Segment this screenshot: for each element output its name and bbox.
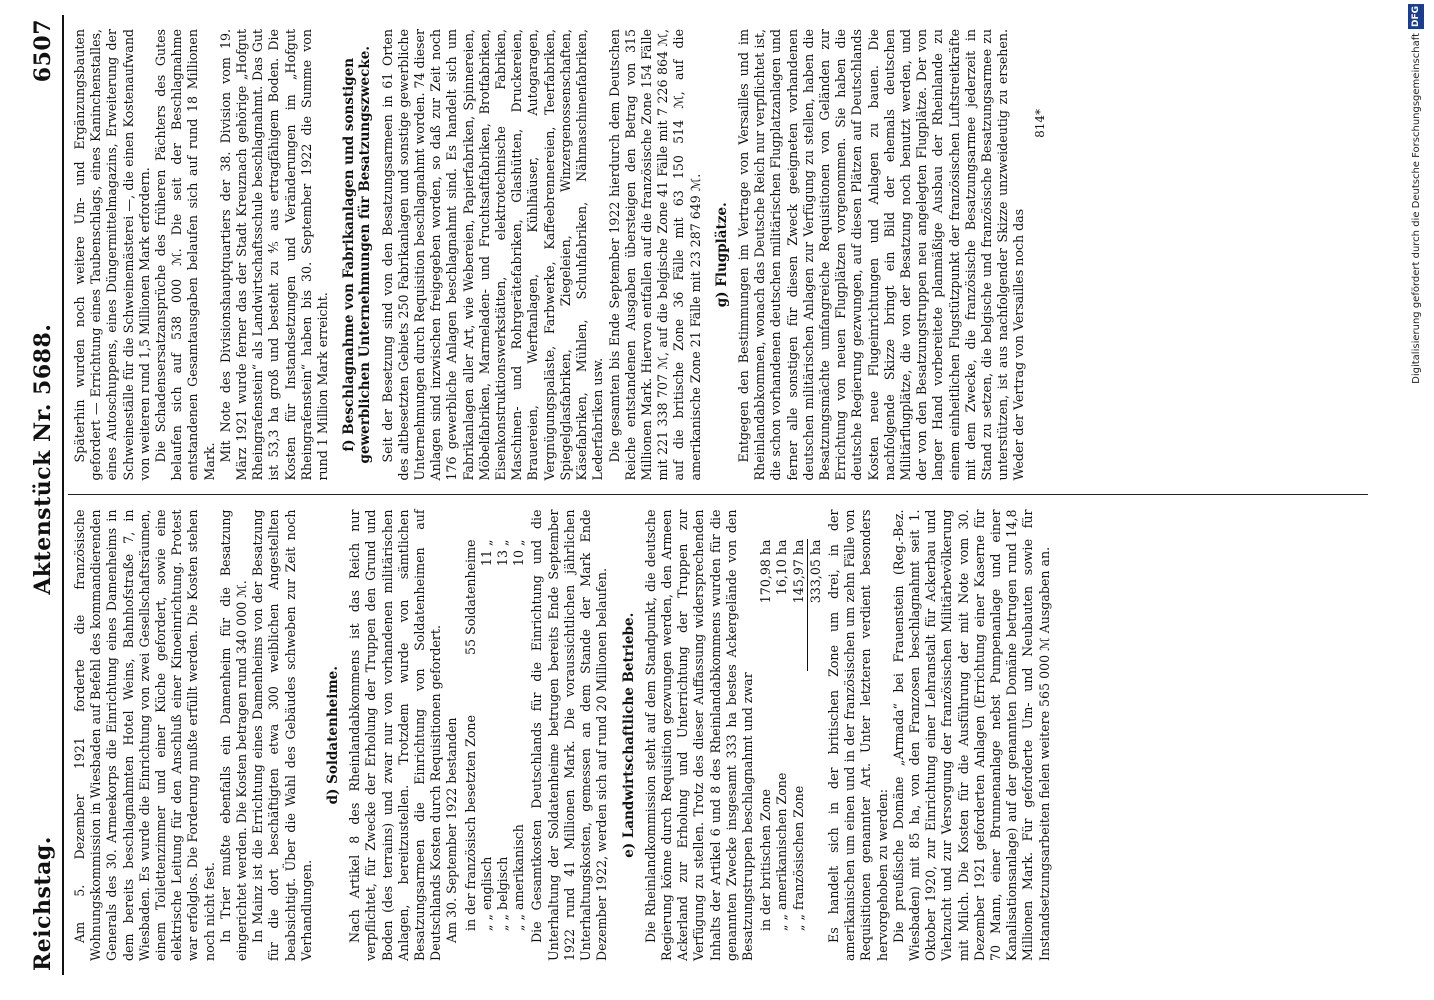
digitization-credit [1404,4,1428,994]
paragraph: Die gesamten bis Ende September 1922 hierdurch dem Deutschen Reiche entstandenen Ausgaben übersteigen den Betrag von 315 Millionen Mark. Hiervon entfallen auf die französische Zone 154 Fälle mit 221 338 707 ℳ, auf die belgische Zone 41 Fälle mit 7 226 864 ℳ, auf die britische Zone 36 Fälle mit 63 150 514 ℳ, auf die amerikanische Zone 21 Fälle mit 23 287 649 ℳ. [606,29,703,481]
section-heading-f: f) Beschlagnahme von Fabrikanlagen und sonstigen gewerblichen Unternehmungen für Besatzungszwecke. [341,46,374,464]
left-column [68,495,1368,976]
paragraph: Die preußische Domäne „Armada“ bei Frauenstein (Reg.-Bez. Wiesbaden) mit 85 ha, von den Franzosen beschlagnahmt seit 1. Oktober 1920, zur Einrichtung einer Lehranstalt für Ackerbau und Viehzucht und zur Versorgung der französischen Militärbevölkerung mit Milch. Die Kosten für die Ausführung der mit Note vom 30. Dezember 1921 geforderten Anlagen (Errichtung einer Kaserne für 70 Mann, einer Brunnenanlage nebst Pumpenanlage und einer Kanalisationsanlage) auf der genannten Domäne betrugen rund 14,8 Millionen Mark. Für geforderte Um- und Neubauten sowie für Instandsetzungsarbeiten fielen weitere 565 000 ℳ Ausgaben an. [890,509,1052,961]
paragraph: Die Schadensersatzansprüche des früheren Pächters des Gutes belaufen sich auf 538 000 ℳ. Die seit der Beschlagnahme entstandenen Gesamtausgaben belaufen sich auf rund 18 Millionen Mark. [153,29,217,481]
ackerland-sum: 333,05 ha [807,540,824,672]
table-row: in der französisch besetzten Zone 55 Soldatenheime [462,539,478,931]
paragraph: Entgegen den Bestimmungen im Vertrage von Versailles und im Rheinlandabkommen, wonach das Deutsche Reich nur verpflichtet ist, die schon vorhandenen deutschen militärischen Flugplatzanlagen und ferner alle sonstigen für diesen Zweck geeigneten vorhandenen deutschen militärischen Anlagen zur Verfügung zu stellen, haben die Besatzungsmächte umfangreiche Requisitionen von Geländen zur Errichtung von neuen Flugplätzen vorgenommen. Sie haben die deutsche Regierung gezwungen, auf diesen Plätzen auf Deutschlands Kosten neue Flugeinrichtungen und Anlagen zu bauen. Die nachfolgende Skizze bringt ein Bild der ehemals deutschen Militärflugplätze, die von der Besatzung noch benutzt werden, und der von den Besatzungstruppen neu angelegten Flugplätze. Der von langer Hand vorbereitete planmäßige Ausbau der Rheinlande zu einem einheitlichen Flugstützpunkt der französischen Luftstreitkräfte mit dem Zwecke, die französische Besatzungsarmee jederzeit in Stand zu setzen, die belgische und französische Besatzungsarmee zu unterstützen, ist aus nachfolgender Skizze unzweideutig zu ersehen. Weder der Vertrag von Versailles noch das [735,29,1027,481]
table-row: „ „ englisch 11 „ [478,539,494,931]
paragraph: Am 30. September 1922 bestanden [444,717,460,943]
table-row: in der britischen Zone 170,98 ha [758,539,774,931]
dfg-logo: DFG [1408,4,1424,29]
table-row: „ „ amerikanischen Zone 16,10 ha [774,539,790,931]
table-row: „ „ belgisch 13 „ [495,539,511,931]
paragraph: Späterhin wurden noch weitere Um- und Ergänzungsbauten gefordert — Errichtung eines Taubenschlags, eines Kaninchenstalles, eines Autoschuppens, eines Düngermittelmagazins, Erweiterung der Schweineställe für die Schweinemästerei —, die einen Kostenaufwand von weiteren rund 1,5 Millionen Mark erfordern. [72,29,152,481]
paragraph: Seit der Besetzung sind von den Besatzungsarmeen in 61 Orten des altbesetzten Gebiets 250 Fabrikanlagen und sonstige gewerbliche Unternehmungen durch Requisition beschlagnahmt worden. 74 dieser Anlagen sind inzwischen freigegeben worden, so daß zur Zeit noch 176 gewerbliche Anlagen beschlagnahmt sind. Es handelt sich um Fabrikanlagen aller Art, wie Webereien, Papierfabriken, Spinnereien, Möbelfabriken, Marmeladen- und Fruchtsaftfabriken, Brotfabriken, Eisenkonstruktionswerkstätten, elektrotechnische Fabriken, Maschinen- und Rohrgerätefabriken, Glashütten, Druckereien, Brauereien, Werftanlagen, Kühlhäuser, Autogaragen, Vergnügungspaläste, Farbwerke, Kaffeebrennereien, Teerfabriken, Spiegelglasfabriken, Ziegeleien, Winzergenossenschaften, Käsefabriken, Mühlen, Schuhfabriken, Nähmaschinenfabriken, Lederfabriken usw. [379,29,606,481]
table-row: „ „ französischen Zone 145,97 ha [790,539,806,931]
table-row: „ „ amerikanisch 10 „ [511,539,527,931]
rotated-page [22,5,1412,985]
paragraph: Die Gesamtkosten Deutschlands für die Einrichtung und die Unterhaltung der Soldatenheime betrugen bereits Ende September 1922 rund 41 Millionen Mark. Die voraussichtlichen jährlichen Unterhaltungskosten, gemessen an dem Stande der Mark Ende Dezember 1922, werden sich auf rund 20 Millionen belaufen. [529,509,610,961]
section-heading-g: g) Flugplätze. [713,202,730,308]
header-left: Reichstag. [30,836,56,971]
header-title: Aktenstück Nr. 5688. [30,323,56,595]
paragraph: Am 5. Dezember 1921 forderte die französische Wohnungskommission in Wiesbaden auf Befehl des kommandierenden Generals des 30. Armeekorps die Einrichtung eines Damenheims in dem bereits beschlagnahmten Hotel Weins, Bahnhofstraße 7, in Wiesbaden. Es wurde die Einrichtung von zwei Gesellschaftsräumen, einem Toilettenzimmer und einer Küche gefordert, sowie eine elektrische Leitung für den Anschluß einer Kinoeinrichtung. Protest war erfolglos. Die Forderung mußte erfüllt werden. Die Kosten stehen noch nicht fest. [72,509,217,961]
page-number: 6507 [30,19,56,83]
soldatenheime-table [463,510,528,932]
ackerland-table [758,510,824,932]
paragraph: In Mainz ist die Errichtung eines Damenheims von der Besatzung für die dort beschäftigten etwa 300 weiblichen Angestellten beabsichtigt. Über die Wahl des Gebäudes schweben zur Zeit noch Verhandlungen. [250,509,314,961]
right-column [68,15,1368,495]
section-heading-e: e) Landwirtschaftliche Betriebe. [620,612,637,858]
paragraph: Es handelt sich in der britischen Zone um drei, in der amerikanischen um einen und in der französischen um zehn Fälle von Requisitionen genannter Art. Unter letzteren verdient besonders hervorgehoben zu werden: [825,509,890,961]
paragraph: Mit Note des Divisionshauptquartiers der 38. Division vom 19. März 1921 wurde ferner das der Stadt Kreuznach gehörige „Hofgut Rheingrafenstein“ als Landwirtschaftsschule beschlagnahmt. Das Gut ist 53,3 ha groß und besteht zu ⅘ aus ertragfähigem Boden. Die Kosten für Instandsetzungen und Veränderungen im „Hofgut Rheingrafenstein“ haben bis 30. September 1922 die Summe von rund 1 Million Mark erreicht. [217,29,331,481]
credit-text: Digitalisierung gefördert durch die Deutsche Forschungsgemeinschaft [1410,33,1422,384]
paragraph: In Trier mußte ebenfalls ein Damenheim für die Besatzung eingerichtet werden. Die Kosten betragen rund 340 000 ℳ. [217,509,250,961]
signature-mark: 814* [1032,109,1047,138]
section-heading-d: d) Soldatenheime. [325,666,342,805]
paragraph: Die Rheinlandkommission steht auf dem Standpunkt, die deutsche Regierung könne durch Requisition gezwungen werden, den Armeen Ackerland zur Erholung und Unterrichtung der Truppen zur Verfügung zu stellen. Trotz des dieser Auffassung widersprechenden Inhalts der Artikel 6 und 8 des Rheinlandabkommens wurden für die genannten Zwecke insgesamt 333 ha bestes Ackergelände von den Besatzungstruppen beschlagnahmt und zwar [642,509,755,961]
paragraph: Nach Artikel 8 des Rheinlandabkommens ist das Reich nur verpflichtet, für Zwecke der Erholung der Truppen den Grund und Boden (des terrains) und zwar nur von vorhandenen militärischen Anlagen, bereitzustellen. Trotzdem wurde von sämtlichen Besatzungsarmeen die Einrichtung von Soldatenheimen auf Deutschlands Kosten durch Requisitionen gefordert. [347,509,444,961]
page-header [30,15,64,975]
text-columns [68,15,1368,975]
